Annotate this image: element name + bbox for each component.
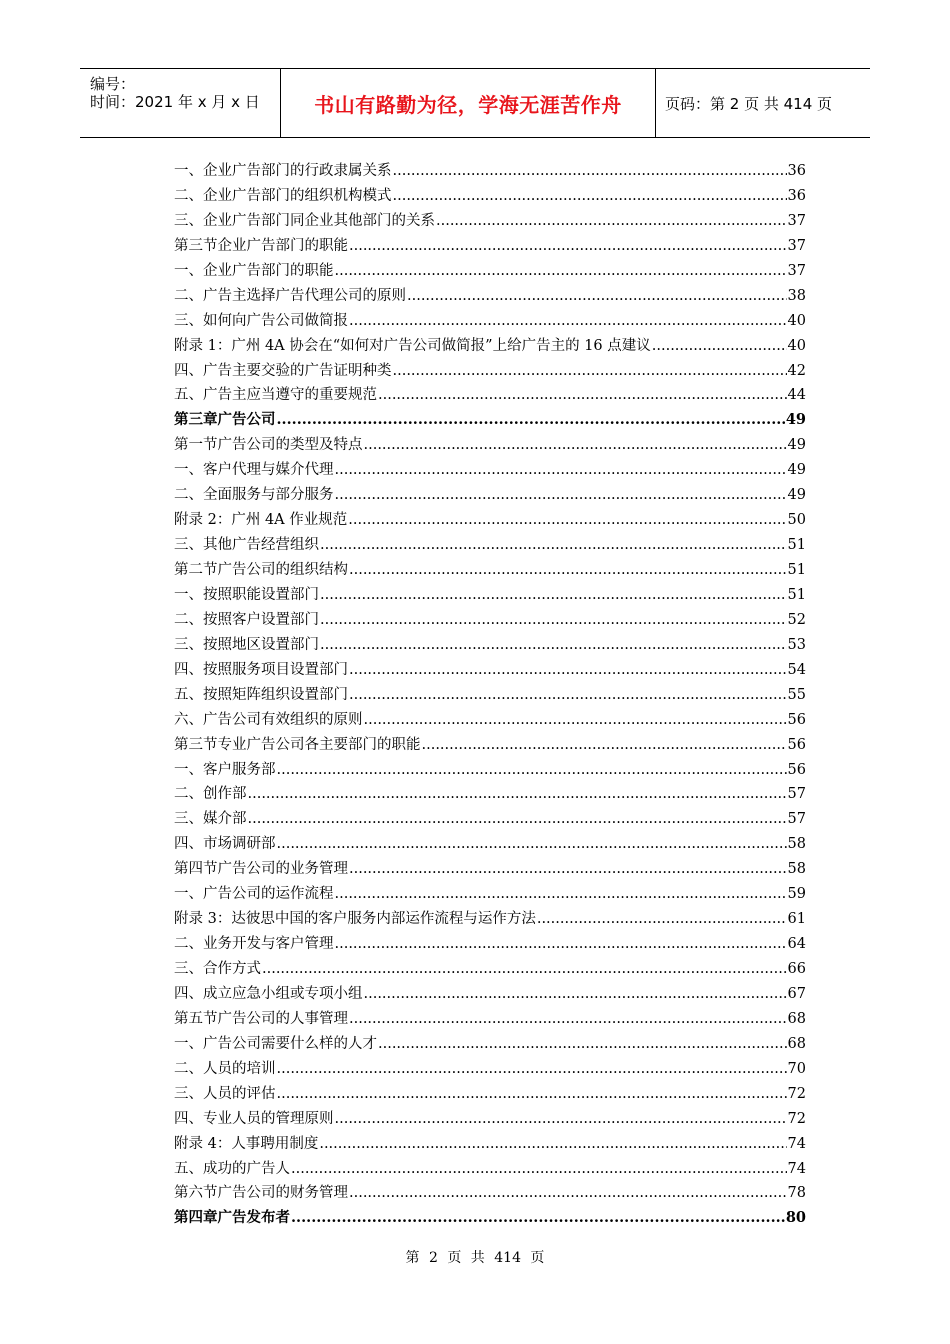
toc-entry-page: 72 [787,1085,806,1102]
toc-entry-page: 44 [787,387,806,404]
toc-entry-title: 广告主应当遵守的重要规范 [203,387,377,404]
toc-entry[interactable] [174,383,806,408]
toc-dot-leader [349,1007,787,1032]
toc-entry-title: 全面服务与部分服务 [203,487,334,504]
toc-entry[interactable] [174,583,806,608]
toc-dot-leader [349,558,787,583]
toc-dot-leader [320,583,787,608]
toc-entry-title: 广告公司的业务管理 [217,861,348,878]
toc-entry-title: 企业广告部门的职能 [217,237,348,254]
toc-dot-leader [349,309,787,334]
toc-entry[interactable] [174,483,806,508]
toc-entry-title: 成功的广告人 [203,1160,290,1177]
toc-entry-page: 57 [787,811,806,828]
toc-entry-page: 55 [787,686,806,703]
toc-entry-number: 三、 [174,636,203,653]
toc-entry-number: 三、 [174,312,203,329]
toc-entry-page: 61 [787,911,806,928]
toc-dot-leader [335,259,787,284]
toc-entry-number: 一、 [174,163,203,179]
toc-entry[interactable] [174,1132,806,1157]
toc-entry-title: 企业广告部门的职能 [203,262,334,279]
toc-entry-page: 64 [787,936,806,953]
toc-entry-number: 三、 [174,212,203,229]
toc-entry[interactable] [174,782,806,807]
toc-entry[interactable] [174,658,806,683]
document-code-label: 编号： [90,75,136,93]
toc-entry[interactable] [174,234,806,259]
toc-entry-page: 51 [787,537,806,554]
toc-entry-title: 达彼思中国的客户服务内部运作流程与运作方法 [231,911,536,928]
toc-entry-number: 五、 [174,686,203,703]
header-page-info: 页码：第 2 页 共 414 页 [665,94,833,113]
toc-entry-number: 二、 [174,187,203,204]
toc-entry-page: 74 [787,1135,806,1152]
toc-entry-title: 广告公司的类型及特点 [217,437,363,454]
toc-entry-page: 56 [787,761,806,778]
toc-entry-page: 59 [787,886,806,903]
toc-entry-page: 66 [787,961,806,977]
toc-entry[interactable] [174,608,806,633]
toc-entry-page: 74 [787,1160,806,1177]
toc-entry[interactable] [174,558,806,583]
toc-dot-leader [320,533,787,558]
toc-entry[interactable] [174,458,806,483]
toc-entry-title: 专业人员的管理原则 [203,1110,334,1127]
toc-entry-page: 49 [787,462,806,479]
toc-entry-number: 三、 [174,811,203,828]
toc-entry-page: 68 [787,1010,806,1027]
toc-entry[interactable] [174,159,806,184]
toc-entry-number: 二、 [174,487,203,504]
toc-entry-number: 二、 [174,936,203,953]
toc-entry-title: 企业广告部门同企业其他部门的关系 [203,212,435,229]
toc-entry-title: 广告公司有效组织的原则 [203,711,363,728]
toc-entry-number: 第三章 [174,411,218,429]
toc-entry-title: 广告主选择广告代理公司的原则 [203,287,406,304]
toc-entry[interactable] [174,957,806,982]
toc-entry-title: 客户代理与媒介代理 [203,462,334,479]
toc-dot-leader [277,1057,787,1082]
toc-entry-title: 人事聘用制度 [231,1135,319,1152]
toc-entry-number: 三、 [174,961,203,977]
toc-dot-leader [348,508,786,533]
toc-entry-number: 第三节 [174,736,218,753]
toc-entry-page: 58 [787,861,806,878]
toc-entry-number: 第二节 [174,562,218,578]
toc-entry-number: 一、 [174,761,203,778]
toc-entry-page: 49 [787,487,806,504]
page-footer: 第 2 页 共 414 页 [405,1250,545,1266]
toc-entry-title: 企业广告部门的组织机构模式 [203,187,392,204]
toc-entry[interactable] [174,184,806,209]
toc-dot-leader [335,932,787,957]
toc-entry-title: 媒介部 [203,811,247,828]
toc-entry-number: 一、 [174,586,203,603]
toc-entry-number: 五、 [174,387,203,404]
toc-entry-number: 第六节 [174,1185,218,1202]
toc-entry[interactable] [174,683,806,708]
toc-dot-leader [277,1082,787,1107]
toc-entry[interactable] [174,733,806,758]
toc-dot-leader [349,1181,787,1206]
toc-entry-title: 企业广告部门的行政隶属关系 [203,163,392,179]
toc-entry-page: 58 [787,836,806,853]
toc-entry[interactable] [174,1181,806,1206]
document-time-label: 时间：2021 年 x 月 x 日 [90,93,260,111]
toc-entry[interactable] [174,982,806,1007]
toc-dot-leader [407,284,787,309]
toc-dot-leader [349,234,787,259]
page-header [80,68,870,138]
header-meta [80,69,280,137]
toc-entry[interactable] [174,334,806,359]
toc-entry-page: 38 [787,287,806,304]
toc-dot-leader [248,782,787,807]
toc-entry-title: 广州 4A 协会在“如何对广告公司做简报”上给广告主的 16 点建议 [231,337,651,354]
toc-entry-page: 56 [787,736,806,753]
toc-entry-number: 第五节 [174,1010,218,1027]
toc-dot-leader [335,882,787,907]
toc-entry-page: 52 [787,611,806,628]
toc-entry-number: 第一节 [174,437,218,454]
toc-entry[interactable] [174,359,806,384]
toc-dot-leader [262,957,787,982]
toc-dot-leader [335,1107,787,1132]
toc-entry-number: 三、 [174,537,203,554]
toc-entry-number: 四、 [174,1110,203,1127]
toc-dot-leader [364,433,787,458]
toc-entry-number: 第三节 [174,237,218,254]
toc-dot-leader [349,857,787,882]
toc-entry-title: 市场调研部 [203,836,276,853]
toc-entry-title: 广告公司的人事管理 [217,1010,348,1027]
toc-dot-leader [320,633,787,658]
toc-dot-leader [291,1206,785,1231]
toc-dot-leader [349,683,787,708]
toc-entry-title: 按照职能设置部门 [203,586,319,603]
toc-entry[interactable] [174,758,806,783]
toc-entry[interactable] [174,1057,806,1082]
toc-dot-leader [364,982,787,1007]
toc-entry-title: 成立应急小组或专项小组 [203,985,363,1002]
toc-entry-page: 80 [785,1209,806,1227]
toc-entry-number: 二、 [174,786,203,803]
toc-entry-title: 创作部 [203,786,247,803]
toc-entry[interactable] [174,259,806,284]
toc-entry[interactable] [174,508,806,533]
toc-entry-title: 广告公司需要什么样的人才 [203,1035,377,1052]
toc-entry[interactable] [174,708,806,733]
toc-entry-title: 其他广告经营组织 [203,537,319,554]
toc-entry-page: 37 [787,237,806,254]
toc-entry-page: 49 [785,411,806,429]
toc-entry-title: 按照客户设置部门 [203,611,319,628]
toc-entry[interactable] [174,209,806,234]
header-motto: 书山有路勤为径，学海无涯苦作舟 [314,92,622,117]
toc-entry-page: 40 [787,337,806,354]
toc-entry-number: 二、 [174,611,203,628]
toc-dot-leader [393,159,787,184]
header-page-cell [655,69,870,137]
toc-entry-title: 按照地区设置部门 [203,636,319,653]
toc-dot-leader [335,483,787,508]
toc-dot-leader [291,1157,787,1182]
toc-entry-number: 四、 [174,836,203,853]
toc-entry-number: 二、 [174,287,203,304]
toc-entry-page: 56 [787,711,806,728]
toc-dot-leader [364,708,787,733]
toc-entry-number: 附录 3： [174,911,232,928]
toc-entry-page: 36 [787,163,806,179]
toc-dot-leader [349,658,787,683]
toc-entry-page: 78 [787,1185,806,1202]
toc-entry[interactable] [174,832,806,857]
toc-entry-title: 如何向广告公司做简报 [203,312,348,329]
toc-entry-page: 40 [787,312,806,329]
toc-entry-number: 五、 [174,1160,203,1177]
toc-entry[interactable] [174,882,806,907]
toc-entry-title: 广告公司的运作流程 [203,886,334,903]
toc-entry-title: 客户服务部 [203,761,276,778]
toc-entry-page: 51 [787,562,806,578]
toc-entry-title: 人员的评估 [203,1085,276,1102]
toc-dot-leader [393,359,787,384]
toc-dot-leader [436,209,787,234]
toc-entry[interactable] [174,533,806,558]
toc-entry[interactable] [174,1206,806,1231]
toc-entry[interactable] [174,284,806,309]
toc-entry-page: 72 [787,1110,806,1127]
toc-dot-leader [422,733,787,758]
toc-entry-number: 第四节 [174,861,218,878]
toc-entry-number: 一、 [174,886,203,903]
toc-entry-title: 按照矩阵组织设置部门 [203,686,348,703]
toc-dot-leader [277,832,787,857]
toc-entry-page: 53 [787,636,806,653]
toc-entry[interactable] [174,857,806,882]
toc-entry-number: 四、 [174,362,203,379]
toc-entry-number: 一、 [174,262,203,279]
toc-entry[interactable] [174,1007,806,1032]
toc-entry-title: 专业广告公司各主要部门的职能 [217,736,421,753]
toc-entry-title: 广告发布者 [217,1209,290,1227]
toc-entry-page: 54 [787,661,806,678]
toc-entry-page: 37 [787,212,806,229]
toc-entry-number: 四、 [174,661,203,678]
toc-entry[interactable] [174,1032,806,1057]
toc-dot-leader [393,184,787,209]
toc-dot-leader [652,334,787,359]
toc-entry[interactable] [174,932,806,957]
toc-entry-number: 三、 [174,1085,203,1102]
toc-entry[interactable] [174,1107,806,1132]
toc-entry-title: 广告公司的组织结构 [217,562,348,578]
toc-dot-leader [378,1032,787,1057]
toc-entry[interactable] [174,1082,806,1107]
toc-entry-number: 附录 4： [174,1135,232,1152]
toc-entry-title: 按照服务项目设置部门 [203,661,348,678]
toc-dot-leader [335,458,787,483]
toc-entry[interactable] [174,907,806,932]
toc-entry-number: 一、 [174,1035,203,1052]
toc-entry-title: 人员的培训 [203,1060,276,1077]
toc-entry-page: 67 [787,985,806,1002]
toc-entry[interactable] [174,408,806,433]
toc-entry-number: 四、 [174,985,203,1002]
toc-entry[interactable] [174,1157,806,1182]
toc-entry[interactable] [174,807,806,832]
toc-entry-page: 57 [787,786,806,803]
toc-dot-leader [378,383,787,408]
header-motto-cell [280,69,656,137]
toc-entry-page: 50 [787,512,806,529]
toc-dot-leader [320,608,787,633]
toc-entry-title: 广告公司 [217,411,276,429]
toc-entry-page: 49 [787,437,806,454]
toc-entry-number: 六、 [174,711,203,728]
toc-dot-leader [537,907,787,932]
toc-entry-title: 广告主要交验的广告证明种类 [203,362,392,379]
toc-entry-title: 广告公司的财务管理 [217,1185,348,1202]
toc-entry-page: 51 [787,586,806,603]
toc-entry-number: 二、 [174,1060,203,1077]
toc-entry-page: 68 [787,1035,806,1052]
table-of-contents [174,159,806,1231]
toc-entry-page: 42 [787,362,806,379]
toc-entry-number: 第四章 [174,1209,218,1227]
toc-entry[interactable] [174,309,806,334]
toc-entry[interactable] [174,633,806,658]
toc-dot-leader [277,408,785,433]
toc-dot-leader [319,1132,786,1157]
toc-entry-number: 附录 1： [174,337,232,354]
toc-entry-number: 一、 [174,462,203,479]
toc-entry-page: 70 [787,1060,806,1077]
toc-entry-title: 广州 4A 作业规范 [231,512,348,529]
toc-dot-leader [277,758,787,783]
toc-entry-title: 合作方式 [203,961,261,977]
toc-entry-title: 业务开发与客户管理 [203,936,334,953]
toc-entry-number: 附录 2： [174,512,232,529]
toc-entry-page: 36 [787,187,806,204]
toc-entry[interactable] [174,433,806,458]
toc-entry-page: 37 [787,262,806,279]
toc-dot-leader [248,807,787,832]
